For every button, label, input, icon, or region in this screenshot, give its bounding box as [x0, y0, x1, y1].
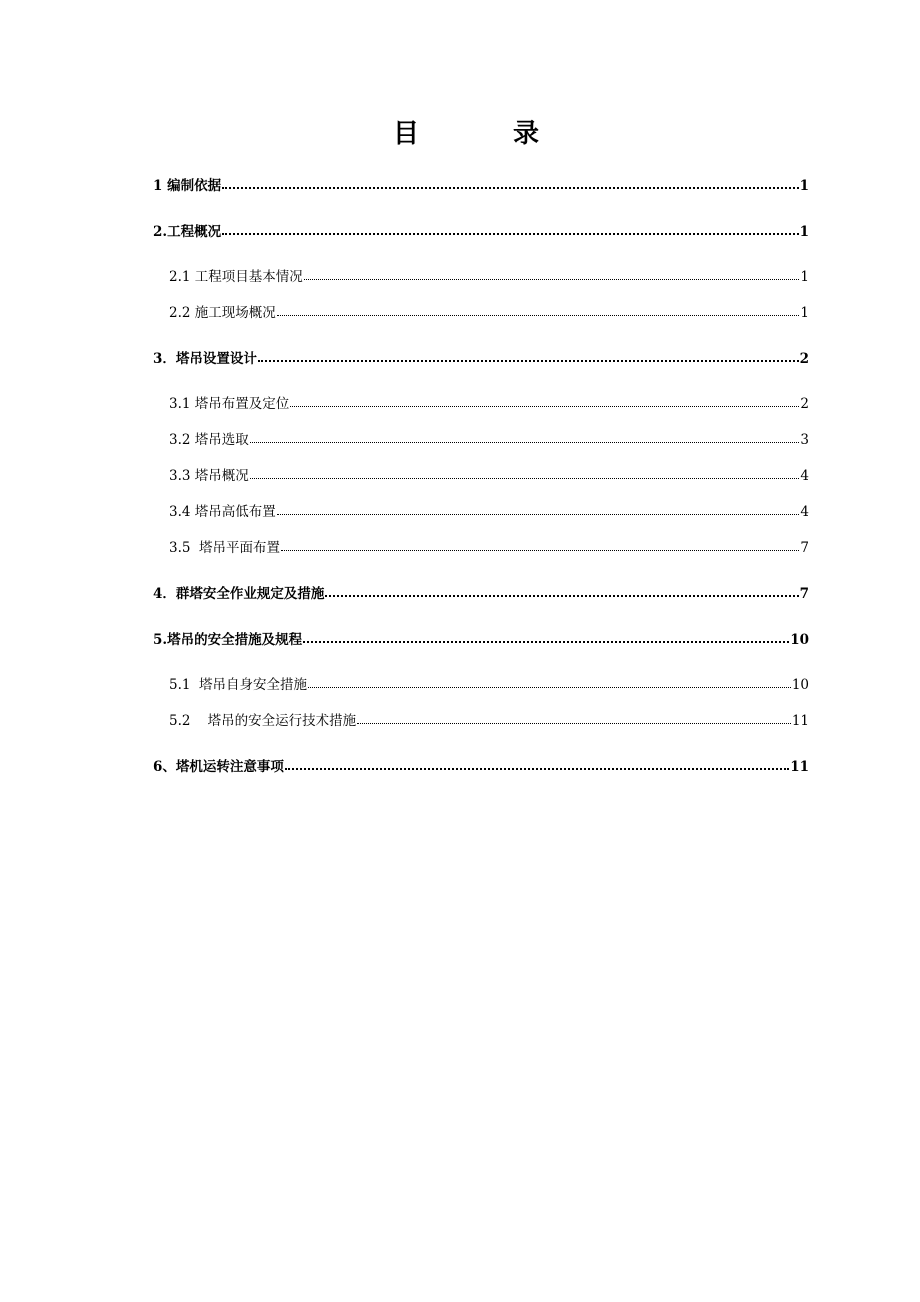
toc-entry[interactable] [169, 539, 809, 557]
toc-dot-leader [285, 759, 789, 771]
toc-entry[interactable] [169, 712, 809, 730]
toc-entry-page: 2 [799, 351, 809, 367]
toc-entry[interactable] [153, 585, 809, 603]
toc-entry-page: 1 [799, 178, 809, 194]
toc-entry[interactable] [153, 758, 809, 776]
toc-entry-label: 5.1 塔吊自身安全措施 [169, 677, 308, 693]
toc-entry-label: 3.3 塔吊概况 [169, 468, 249, 484]
toc-entry-label: 2.2 施工现场概况 [169, 305, 276, 321]
toc-dot-leader [325, 586, 798, 598]
toc-entry[interactable] [169, 676, 809, 694]
toc-entry-page: 1 [800, 269, 809, 285]
toc-entry[interactable] [153, 177, 809, 195]
toc-dot-leader [308, 677, 791, 689]
toc-entry[interactable] [169, 503, 809, 521]
toc-entry-label: 3.1 塔吊布置及定位 [169, 396, 290, 412]
toc-entry-page: 11 [790, 759, 809, 775]
toc-entry[interactable] [169, 304, 809, 322]
toc-entry-label: 3.2 塔吊选取 [169, 432, 249, 448]
toc-dot-leader [222, 224, 799, 236]
toc-entry-label: 5.塔吊的安全措施及规程 [153, 632, 303, 648]
toc-entry[interactable] [169, 431, 809, 449]
toc-entry-label: 3．塔吊设置设计 [153, 351, 257, 367]
toc-dot-leader [290, 396, 799, 408]
toc-entry[interactable] [153, 350, 809, 368]
toc-entry-label: 1 编制依据 [153, 178, 222, 194]
toc-entry-page: 10 [790, 632, 809, 648]
toc-entry-label: 5.2 塔吊的安全运行技术措施 [169, 713, 357, 729]
toc-dot-leader [258, 351, 799, 363]
toc-dot-leader [303, 632, 789, 644]
toc-entry-page: 7 [800, 540, 809, 556]
toc-entry[interactable] [169, 268, 809, 286]
toc-dot-leader [250, 432, 800, 444]
toc-entry-label: 2.1 工程项目基本情况 [169, 269, 303, 285]
toc-entry[interactable] [169, 467, 809, 485]
toc-entry[interactable] [153, 223, 809, 241]
toc-entry-label: 3.4 塔吊高低布置 [169, 504, 276, 520]
toc-dot-leader [277, 504, 800, 516]
toc-entry-page: 1 [800, 305, 809, 321]
toc-entry-label: 2.工程概况 [153, 224, 222, 240]
toc-entry[interactable] [169, 395, 809, 413]
toc-dot-leader [357, 713, 791, 725]
toc-dot-leader [250, 468, 800, 480]
toc-entry-label: 6、塔机运转注意事项 [153, 759, 284, 775]
toc-entry-page: 7 [799, 586, 809, 602]
toc-entry-page: 2 [800, 396, 809, 412]
toc-dot-leader [277, 305, 800, 317]
toc-entry-page: 10 [791, 677, 809, 693]
toc-dot-leader [222, 178, 799, 190]
toc-dot-leader [304, 269, 800, 281]
toc-entry[interactable] [153, 631, 809, 649]
toc-dot-leader [281, 540, 799, 552]
toc-entry-page: 4 [800, 468, 809, 484]
toc-entry-page: 11 [791, 713, 809, 729]
toc-entry-label: 3.5 塔吊平面布置 [169, 540, 281, 556]
toc-entry-label: 4．群塔安全作业规定及措施 [153, 586, 325, 602]
toc-title: 目 录 [392, 119, 573, 149]
toc-entry-page: 3 [800, 432, 809, 448]
toc-entry-page: 1 [799, 224, 809, 240]
toc-entry-page: 4 [800, 504, 809, 520]
